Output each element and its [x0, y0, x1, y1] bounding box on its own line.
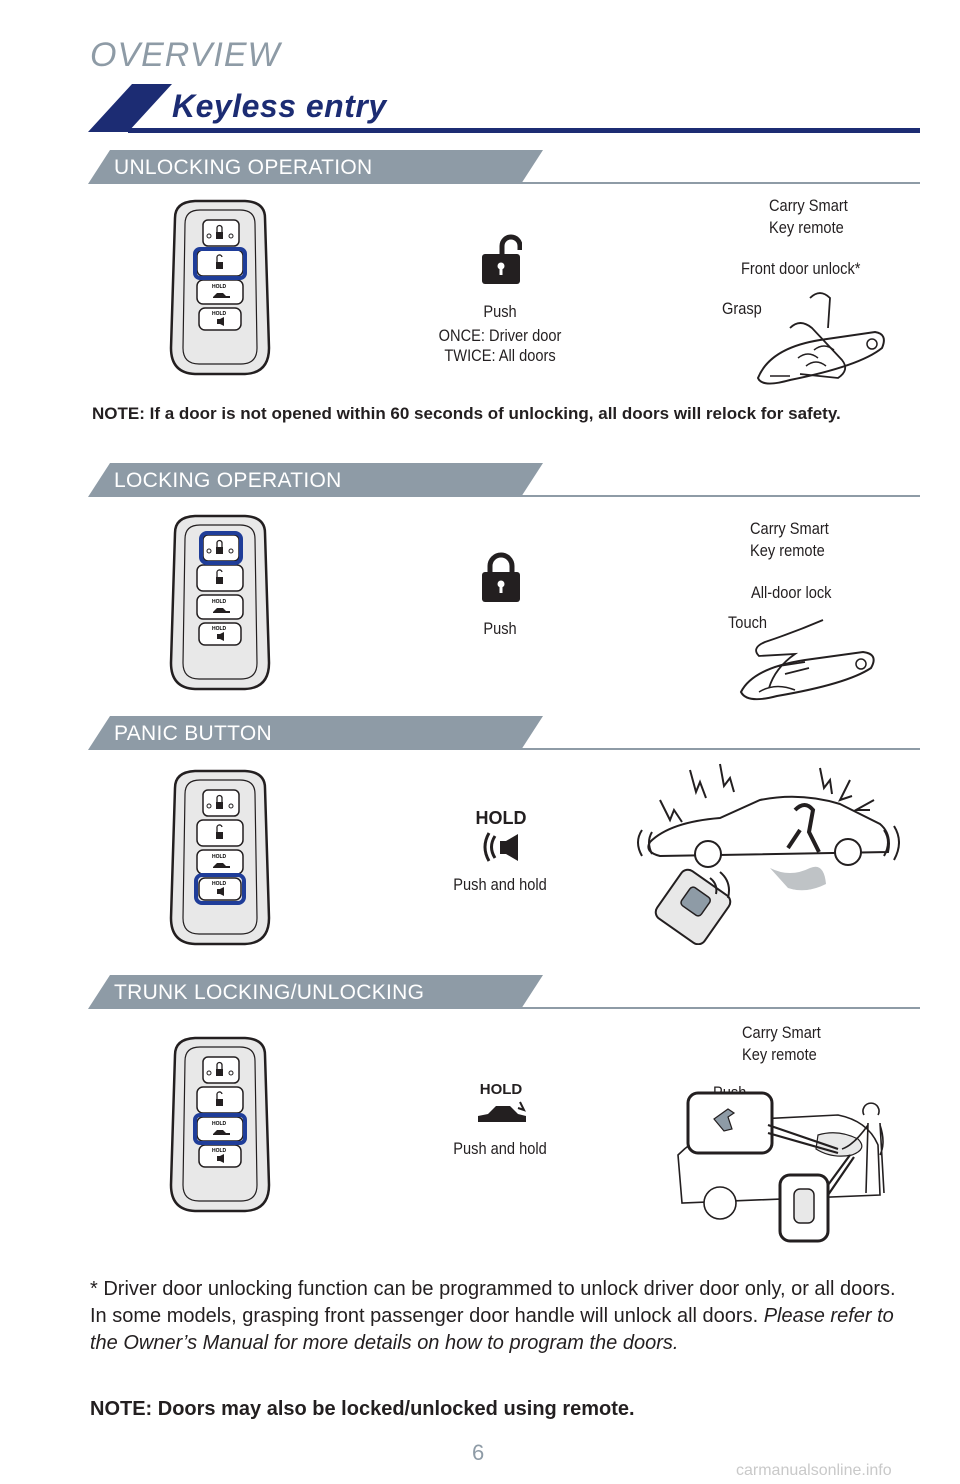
unlock-twice-text: TWICE: All doors — [444, 346, 556, 365]
section-label-locking: LOCKING OPERATION — [114, 469, 342, 492]
lock-push-text: Push — [483, 619, 517, 638]
overview-heading: OVERVIEW — [90, 36, 281, 74]
fob-hold-text: HOLD — [212, 284, 227, 290]
key-fob-trunk — [165, 1035, 275, 1213]
svg-text:HOLD: HOLD — [212, 599, 227, 605]
trunk-hold-label: HOLD — [479, 1081, 523, 1098]
svg-text:HOLD: HOLD — [212, 311, 227, 317]
all-door-lock-text: All-door lock — [751, 583, 832, 602]
front-door-unlock-text: Front door unlock* — [741, 259, 861, 278]
unlock-once-text: ONCE: Driver door — [438, 326, 562, 345]
unlock-note: NOTE: If a door is not opened within 60 seconds of unlocking, all doors will relock for safety. — [92, 404, 841, 423]
door-handle-touch-illustration — [735, 612, 885, 707]
panic-car-alarm-illustration — [630, 760, 900, 945]
unlock-carry-text: Carry Smart — [769, 196, 848, 215]
key-fob-panic — [165, 768, 275, 946]
trunk-carry-text-2: Key remote — [742, 1045, 817, 1064]
panic-alarm-icon — [481, 830, 523, 864]
trunk-car-icon — [476, 1100, 528, 1126]
unlock-carry-text-2: Key remote — [769, 218, 844, 237]
panic-hold-label: HOLD — [475, 808, 527, 828]
svg-text:HOLD: HOLD — [212, 1148, 227, 1154]
page-number: 6 — [472, 1440, 485, 1465]
svg-text:HOLD: HOLD — [212, 626, 227, 632]
footer-paragraph — [90, 1276, 902, 1357]
panic-push-hold-text: Push and hold — [453, 875, 547, 894]
touch-text: Touch — [728, 613, 768, 632]
key-fob-unlock — [165, 198, 275, 376]
key-fob-lock — [165, 513, 275, 691]
unlock-push-text: Push — [483, 302, 517, 321]
footer-note: NOTE: Doors may also be locked/unlocked using remote. — [90, 1398, 635, 1420]
unlock-icon — [480, 230, 522, 286]
page-title: Keyless entry — [172, 88, 387, 124]
section-label-panic: PANIC BUTTON — [114, 722, 273, 745]
watermark-text: carmanualsonline.info — [736, 1462, 892, 1479]
door-handle-grasp-illustration — [750, 288, 890, 394]
svg-text:HOLD: HOLD — [212, 854, 227, 860]
section-label-trunk: TRUNK LOCKING/UNLOCKING — [114, 981, 425, 1004]
trunk-car-illustration — [668, 1085, 898, 1245]
svg-text:HOLD: HOLD — [212, 1121, 227, 1127]
lock-icon — [480, 548, 522, 604]
footer-text-regular: * Driver door unlocking function can be programmed to unlock driver door only, or all doors. In some models, grasping front passenger door handle will unlock all doors. — [90, 1278, 896, 1327]
trunk-push-hold-text: Push and hold — [453, 1139, 547, 1158]
section-label-unlocking: UNLOCKING OPERATION — [114, 156, 373, 179]
svg-text:HOLD: HOLD — [212, 881, 227, 887]
trunk-carry-text: Carry Smart — [742, 1023, 821, 1042]
lock-carry-text-2: Key remote — [750, 541, 825, 560]
lock-carry-text: Carry Smart — [750, 519, 829, 538]
footer-text-italic: Please refer to the Owner’s Manual for more details on how to program the doors. — [90, 1305, 894, 1354]
grasp-text: Grasp — [722, 299, 762, 318]
